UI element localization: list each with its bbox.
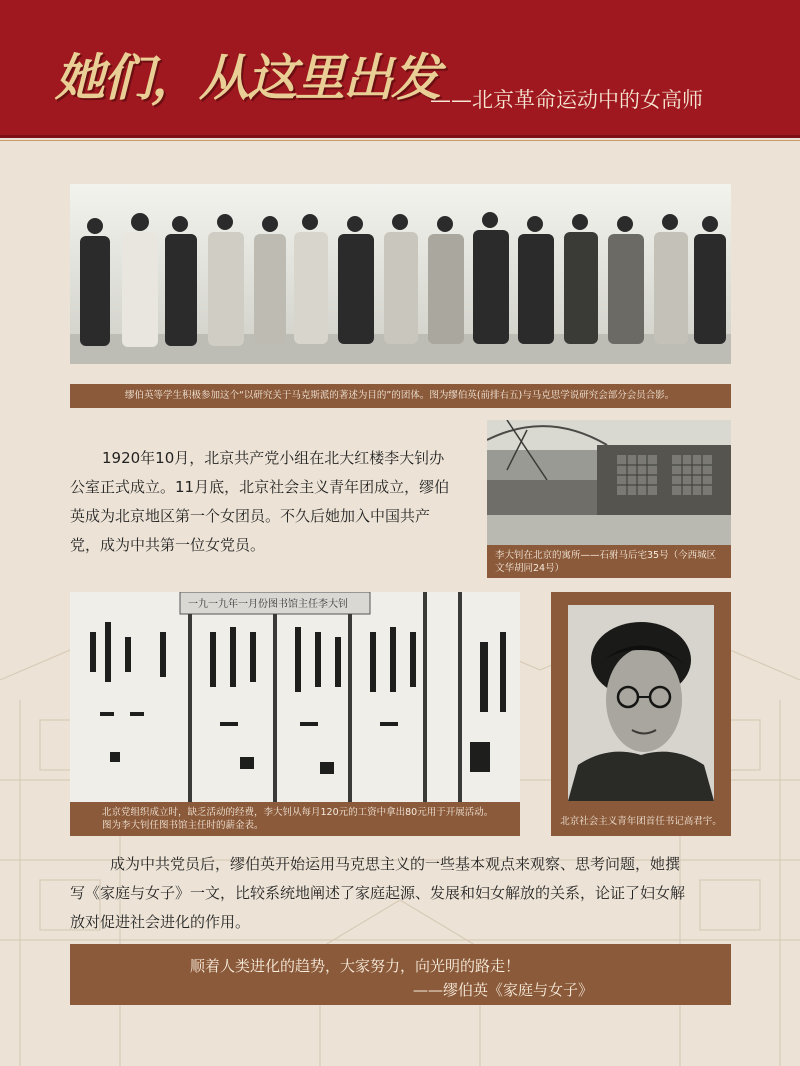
header-divider <box>0 135 800 138</box>
portrait-photo <box>568 605 714 801</box>
header-divider-gold <box>0 140 800 141</box>
body-paragraph <box>70 850 731 937</box>
body-line-1: 成为中共党员后，缪伯英开始运用马克思主义的一些基本观点来观察、思考问题，她撰 <box>110 855 681 873</box>
body-line-2: 写《家庭与女子》一文，比较系统地阐述了家庭起源、发展和妇女解放的关系，论证了妇女解 <box>70 884 686 902</box>
house-photo-caption-text: 李大钊在北京的寓所——石驸马后宅35号（今西城区文华胡同24号） <box>495 550 717 574</box>
house-photo-image <box>487 420 731 545</box>
body-line-3: 放对促进社会进化的作用。 <box>70 913 251 931</box>
group-photo-caption <box>70 384 731 408</box>
salary-ledger-caption <box>70 802 520 836</box>
salary-ledger-photo <box>70 592 520 802</box>
quote-attribution: ——缪伯英《家庭与女子》 <box>413 981 594 999</box>
group-photo-caption-text: 缪伯英等学生积极参加这个“以研究关于马克斯派的著述为目的”的团体。图为缪伯英(前排右五)与马克思学说研究会部分会员合影。 <box>125 390 675 401</box>
group-photo <box>70 184 731 364</box>
page-subtitle: ——北京革命运动中的女高师 <box>430 88 703 112</box>
house-photo <box>487 420 731 545</box>
salary-ledger-caption-line-2: 图为李大钊任图书馆主任时的薪金表。 <box>102 820 264 831</box>
page-title: 她们，从这里出发 <box>55 48 439 107</box>
salary-ledger-image <box>70 592 520 802</box>
group-photo-image <box>70 184 731 364</box>
intro-line-1: 1920年10月，北京共产党小组在北大红楼李大钊办 <box>102 449 445 467</box>
portrait-caption: 北京社会主义青年团首任书记高君宇。 <box>560 816 722 827</box>
intro-line-3: 英成为北京地区第一个女团员。不久后她加入中国共产 <box>70 507 431 525</box>
intro-line-2: 公室正式成立。11月底，北京社会主义青年团成立，缪伯 <box>70 478 450 496</box>
intro-paragraph <box>70 444 475 560</box>
salary-ledger-caption-line-1: 北京党组织成立时，缺乏活动的经费，李大钊从每月120元的工资中拿出80元用于开展活动。 <box>102 807 494 818</box>
ledger-header-text: 一九一九年一月份图书馆主任李大钊 <box>188 599 348 610</box>
intro-line-4: 党，成为中共第一位女党员。 <box>70 536 266 554</box>
quote-text: 顺着人类进化的趋势，大家努力，向光明的路走！ <box>190 957 521 975</box>
portrait-frame <box>551 592 731 836</box>
house-photo-caption <box>487 545 731 578</box>
